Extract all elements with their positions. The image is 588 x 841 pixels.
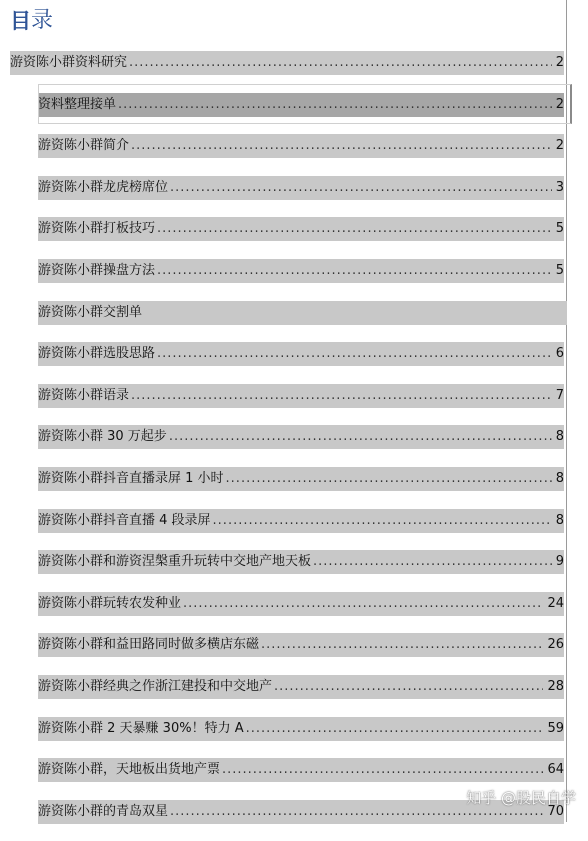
- toc-entry[interactable]: [38, 425, 564, 449]
- toc-entry[interactable]: [38, 384, 564, 408]
- toc-page-number: 2: [555, 138, 564, 154]
- toc-dot-leader: [274, 675, 543, 699]
- toc-entry-title: 游资陈小群和益田路同时做多横店东磁: [38, 637, 260, 653]
- toc-dot-leader: [261, 633, 543, 657]
- toc-page-number: 8: [555, 512, 564, 528]
- toc-page-number: 70: [547, 803, 564, 819]
- toc-page-number: 8: [555, 429, 564, 445]
- toc-entry-title: 游资陈小群，天地板出货地产票: [38, 762, 221, 778]
- toc-entry-title: 游资陈小群操盘方法: [38, 262, 156, 278]
- toc-page-number: 64: [547, 762, 564, 778]
- toc-page-number: 6: [555, 346, 564, 362]
- toc-entry-title: 资料整理接单: [38, 96, 117, 112]
- toc-entry-title: 游资陈小群选股思路: [38, 346, 156, 362]
- toc-dot-leader: [118, 93, 552, 117]
- toc-dot-leader: [246, 717, 544, 741]
- toc-page-number: 5: [555, 262, 564, 278]
- toc-entry[interactable]: [38, 217, 564, 241]
- toc-entry-title: 游资陈小群简介: [38, 138, 130, 154]
- toc-list: [0, 51, 567, 841]
- toc-entry-title: 游资陈小群抖音直播 4 段录屏: [38, 512, 211, 528]
- toc-dot-leader: [313, 550, 552, 574]
- toc-entry[interactable]: [38, 509, 564, 533]
- toc-dot-leader: [129, 51, 552, 75]
- toc-entry[interactable]: [38, 259, 564, 283]
- toc-entry-title: 游资陈小群的青岛双星: [38, 803, 169, 819]
- toc-entry[interactable]: [38, 758, 564, 782]
- toc-page-number: 9: [555, 554, 564, 570]
- toc-entry-title: 游资陈小群玩转农发种业: [38, 595, 182, 611]
- toc-dot-leader: [131, 384, 552, 408]
- toc-entry-title: 游资陈小群和游资涅槃重升玩转中交地产地天板: [38, 554, 312, 570]
- toc-page-number: 2: [555, 55, 564, 70]
- toc-dot-leader: [131, 134, 552, 158]
- toc-dot-leader: [226, 467, 552, 491]
- toc-page-number: 26: [547, 637, 564, 653]
- toc-dot-leader: [222, 758, 543, 782]
- toc-entry[interactable]: [38, 675, 564, 699]
- toc-entry-title: 游资陈小群经典之作浙江建投和中交地产: [38, 678, 273, 694]
- toc-entry[interactable]: [38, 467, 564, 491]
- toc-page-number: 28: [547, 678, 564, 694]
- toc-dot-leader: [213, 509, 552, 533]
- toc-dot-leader: [157, 342, 552, 366]
- toc-entry-title: 游资陈小群 30 万起步: [38, 429, 167, 445]
- toc-page-number: 24: [547, 595, 564, 611]
- toc-entry-title: 游资陈小群抖音直播录屏 1 小时: [38, 470, 224, 486]
- toc-entry[interactable]: [38, 176, 564, 200]
- toc-entry[interactable]: [38, 93, 564, 117]
- toc-entry-title: 游资陈小群 2 天暴赚 30%！特力 A: [38, 720, 244, 736]
- toc-entry[interactable]: [10, 51, 564, 75]
- toc-heading: [10, 6, 53, 36]
- toc-dot-leader: [157, 259, 552, 283]
- toc-entry-title: 游资陈小群交割单: [38, 304, 143, 320]
- toc-page-number: 59: [547, 720, 564, 736]
- toc-dot-leader: [169, 425, 552, 449]
- toc-entry[interactable]: [38, 633, 564, 657]
- toc-entry[interactable]: [38, 301, 567, 325]
- toc-heading-text: 录: [31, 8, 54, 33]
- toc-entry[interactable]: [38, 592, 564, 616]
- toc-entry-title: 游资陈小群打板技巧: [38, 221, 156, 237]
- toc-dot-leader: [157, 217, 552, 241]
- toc-heading-icon: 目: [10, 9, 31, 33]
- toc-page-number: 5: [555, 221, 564, 237]
- toc-entry-title: 游资陈小群语录: [38, 387, 130, 403]
- watermark: 知乎 @股民自学: [466, 789, 576, 807]
- toc-page-number: 7: [555, 387, 564, 403]
- toc-dot-leader: [170, 176, 552, 200]
- toc-page-number: 3: [555, 179, 564, 195]
- toc-entry-title: 游资陈小群龙虎榜席位: [38, 179, 169, 195]
- toc-entry[interactable]: [38, 717, 564, 741]
- toc-entry[interactable]: [38, 134, 564, 158]
- toc-dot-leader: [183, 592, 543, 616]
- toc-page-number: 2: [555, 96, 564, 112]
- toc-page-number: 8: [555, 470, 564, 486]
- toc-entry[interactable]: [38, 342, 564, 366]
- toc-entry-title: 游资陈小群资料研究: [10, 55, 128, 70]
- toc-entry[interactable]: [38, 550, 564, 574]
